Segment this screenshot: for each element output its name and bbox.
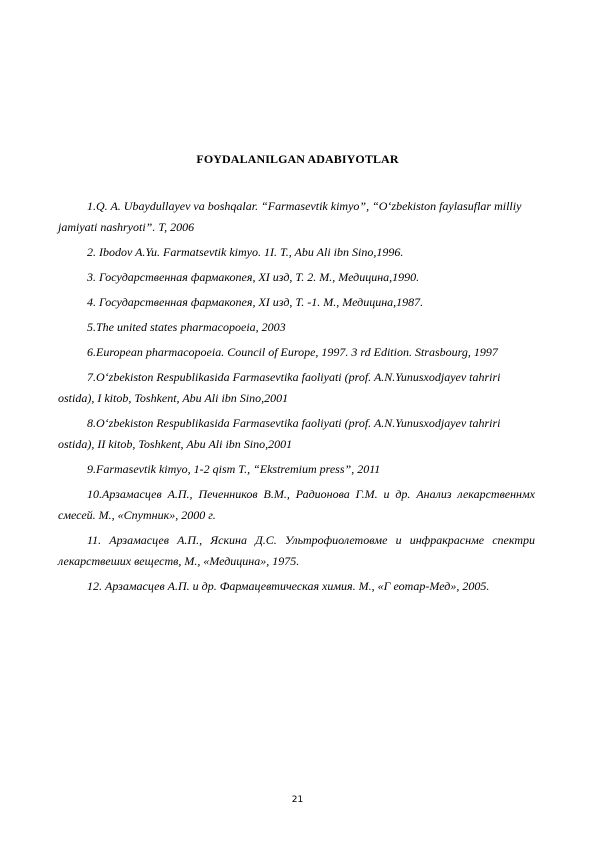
reference-item-3: 3. Государственная фармакопея, XI изд, Т. 2. М., Медицина,1990. — [87, 270, 420, 284]
reference-list — [58, 196, 535, 601]
reference-item-8: 8.O‘zbekiston Respublikasida Farmasevtika faoliyati (prof. A.N.Yunusxodjayev tahriri ostida), II kitob, Toshkent, Abu Ali ibn Sino,2001 — [58, 416, 501, 451]
reference-item-1: 1.Q. A. Ubaydullayev va boshqalar. “Farmasevtik kimyo”, “O‘zbekiston faylasuflar milliy jamiyati nashryoti”. T, 2006 — [58, 199, 522, 234]
page-number: 21 — [291, 795, 304, 805]
reference-item-6: 6.European pharmacopoeia. Council of Europe, 1997. 3 rd Edition. Strasbourg, 1997 — [87, 345, 498, 359]
reference-item-7: 7.O‘zbekiston Respublikasida Farmasevtika faoliyati (prof. A.N.Yunusxodjayev tahriri ostida), I kitob, Toshkent, Abu Ali ibn Sino,2001 — [58, 370, 501, 405]
reference-item-4: 4. Государственная фармакопея, XI изд, Т. -1. М., Медицина,1987. — [87, 295, 424, 309]
reference-item-9: 9.Farmasevtik kimyo, 1-2 qism T., “Ekstremium press”, 2011 — [87, 462, 381, 476]
reference-item-5: 5.The united states pharmacopoeia, 2003 — [87, 320, 286, 334]
page-title: FOYDALANILGAN ADABIYOTLAR — [196, 152, 399, 166]
reference-item-11: 11. Арзамасцев А.П., Яскина Д.С. Ультрофиолетовме и инфракраснме спектри лекарствеших веществ, М., «Медицина», 1975. — [58, 533, 535, 568]
reference-item-12: 12. Арзамасцев А.П. и др. Фармацевтическая химия. М., «Г еотар-Мед», 2005. — [87, 579, 490, 593]
reference-item-10: 10.Арзамасцев А.П., Печенников В.М., Радионова Г.М. и др. Анализ лекарственнмх смесей. М., «Спутник», 2000 г. — [58, 487, 535, 522]
reference-item-2: 2. Ibodov A.Yu. Farmatsevtik kimyo. 1I. T., Abu Ali ibn Sino,1996. — [87, 245, 404, 259]
